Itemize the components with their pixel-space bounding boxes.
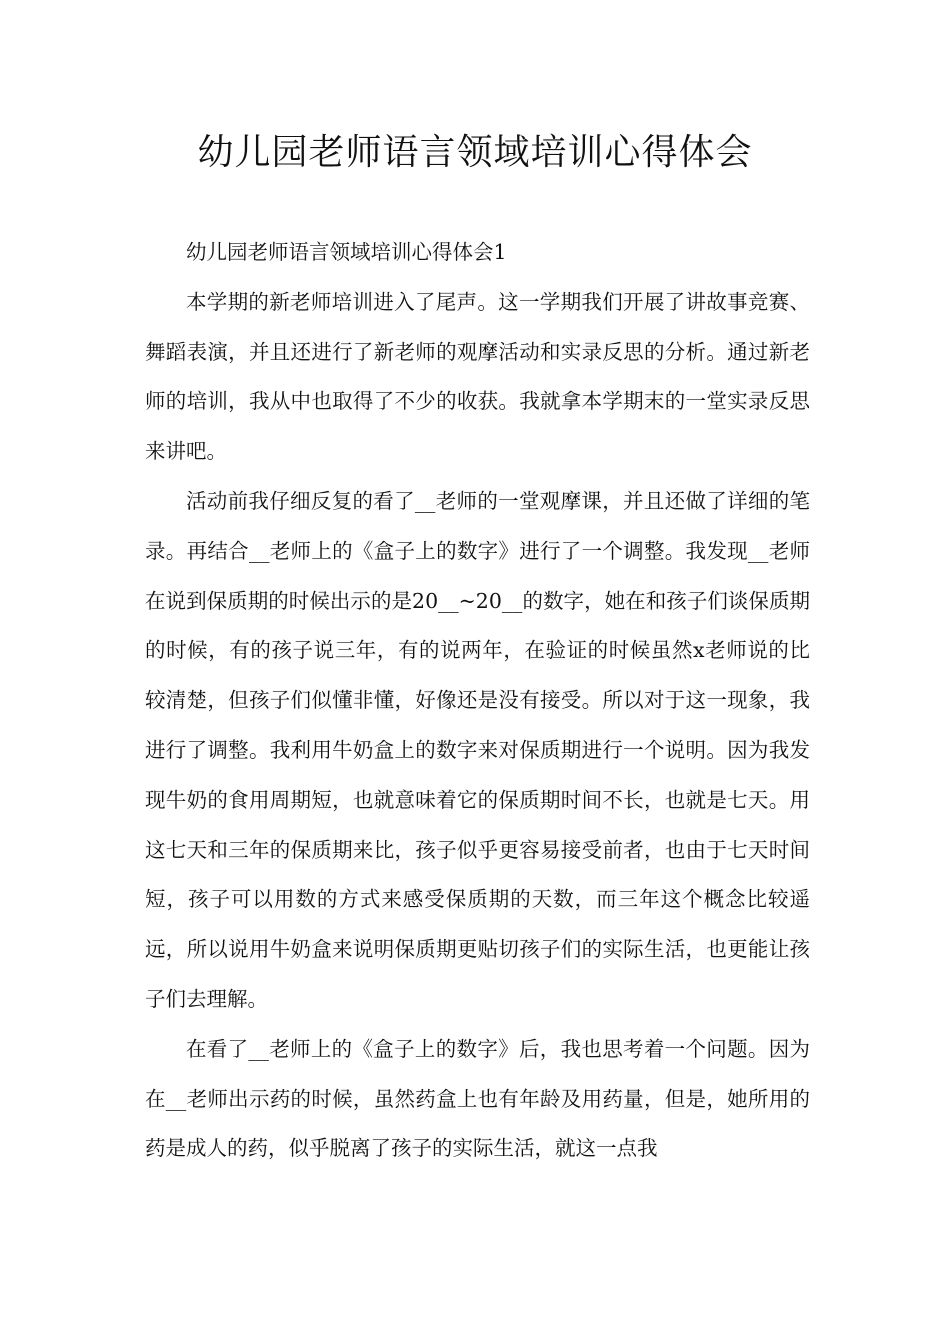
paragraph-3: 在看了__老师上的《盒子上的数字》后，我也思考着一个问题。因为在__老师出示药的时候，虽然药盒上也有年龄及用药量，但是，她所用的药是成人的药，似乎脱离了孩子的实际生活，就这一点我 xyxy=(145,1036,810,1161)
section-heading: 幼儿园老师语言领域培训心得体会1 xyxy=(186,240,507,264)
document-title: 幼儿园老师语言领域培训心得体会 xyxy=(197,132,753,173)
document-body xyxy=(145,228,810,1174)
paragraph-1: 本学期的新老师培训进入了尾声。这一学期我们开展了讲故事竞赛、舞蹈表演，并且还进行了新老师的观摩活动和实录反思的分析。通过新老师的培训，我从中也取得了不少的收获。我就拿本学期末的一堂实录反思来讲吧。 xyxy=(145,289,810,464)
paragraph-2: 活动前我仔细反复的看了__老师的一堂观摩课，并且还做了详细的笔录。再结合__老师上的《盒子上的数字》进行了一个调整。我发现__老师在说到保质期的时候出示的是20__~20__的数字，她在和孩子们谈保质期的时候，有的孩子说三年，有的说两年，在验证的时候虽然x老师说的比较清楚，但孩子们似懂非懂，好像还是没有接受。所以对于这一现象，我进行了调整。我利用牛奶盒上的数字来对保质期进行一个说明。因为我发现牛奶的食用周期短，也就意味着它的保质期时间不长，也就是七天。用这七天和三年的保质期来比，孩子似乎更容易接受前者，也由于七天时间短，孩子可以用数的方式来感受保质期的天数，而三年这个概念比较遥远，所以说用牛奶盒来说明保质期更贴切孩子们的实际生活，也更能让孩子们去理解。 xyxy=(145,488,810,1011)
